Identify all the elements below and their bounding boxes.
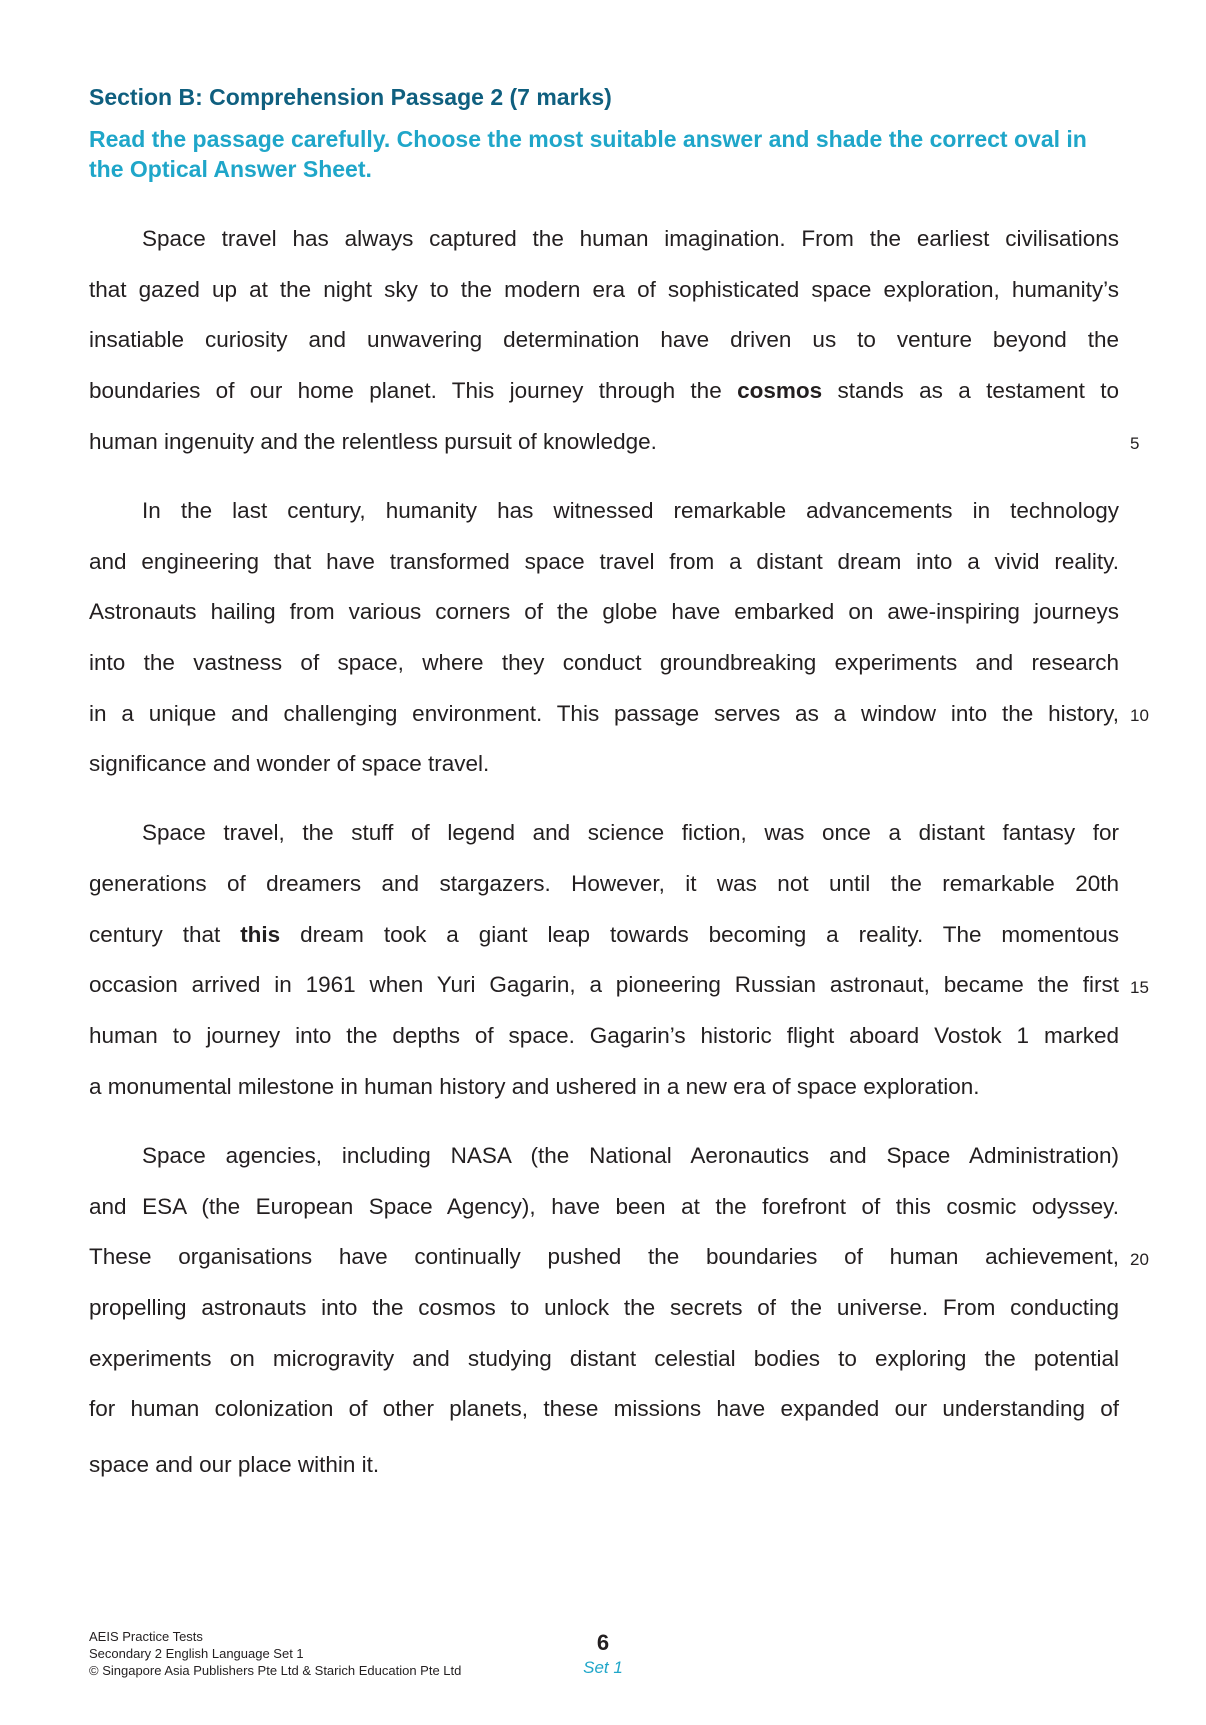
passage-line: experiments on microgravity and studying distant celestial bodies to exploring the potential xyxy=(89,1346,1119,1371)
passage-text: boundaries of our home planet. This journey through the xyxy=(89,378,722,403)
passage-text: dream took a giant leap towards becoming a reality. The momentous xyxy=(300,922,1119,947)
passage-line: Space agencies, including NASA (the National Aeronautics and Space Administration) xyxy=(142,1143,1119,1168)
passage-line: generations of dreamers and stargazers. However, it was not until the remarkable 20th xyxy=(89,871,1119,896)
passage-line: that gazed up at the night sky to the modern era of sophisticated space exploration, humanity’s xyxy=(89,277,1119,302)
bold-word-this: this xyxy=(240,922,281,947)
passage-line: and ESA (the European Space Agency), have been at the forefront of this cosmic odyssey. xyxy=(89,1194,1119,1219)
footer-book-title: Secondary 2 English Language Set 1 xyxy=(89,1646,304,1661)
passage-line: propelling astronauts into the cosmos to unlock the secrets of the universe. From conducting xyxy=(89,1295,1119,1320)
passage-line: Space travel, the stuff of legend and science fiction, was once a distant fantasy for xyxy=(142,820,1119,845)
passage-text: century that xyxy=(89,922,221,947)
passage-line: space and our place within it. xyxy=(89,1452,380,1477)
passage-line: human ingenuity and the relentless pursuit of knowledge. xyxy=(89,429,657,454)
footer-copyright: © Singapore Asia Publishers Pte Ltd & Starich Education Pte Ltd xyxy=(89,1663,462,1678)
passage-line: In the last century, humanity has witnessed remarkable advancements in technology xyxy=(142,498,1119,523)
passage-line xyxy=(89,377,1119,405)
passage-line xyxy=(89,921,1119,949)
passage-line: into the vastness of space, where they conduct groundbreaking experiments and research xyxy=(89,650,1119,675)
passage-line: human to journey into the depths of space. Gagarin’s historic flight aboard Vostok 1 marked xyxy=(89,1023,1119,1048)
footer-series: AEIS Practice Tests xyxy=(89,1629,203,1644)
passage-line: a monumental milestone in human history and ushered in a new era of space exploration. xyxy=(89,1074,980,1099)
set-label: Set 1 xyxy=(583,1658,623,1677)
section-title: Section B: Comprehension Passage 2 (7 marks) xyxy=(89,84,612,110)
line-number-5: 5 xyxy=(1130,434,1140,453)
passage-line: and engineering that have transformed space travel from a distant dream into a vivid reality. xyxy=(89,549,1119,574)
passage-line: Astronauts hailing from various corners of the globe have embarked on awe-inspiring journeys xyxy=(89,599,1119,624)
passage-text: stands as a testament to xyxy=(837,378,1120,403)
line-number-15: 15 xyxy=(1130,978,1149,997)
instructions: Read the passage carefully. Choose the most suitable answer and shade the correct oval in the Optical Answer Sheet. xyxy=(89,126,1087,182)
line-number-10: 10 xyxy=(1130,706,1149,725)
passage-line: insatiable curiosity and unwavering determination have driven us to venture beyond the xyxy=(89,327,1119,352)
page-number: 6 xyxy=(596,1630,610,1655)
passage-line: Space travel has always captured the human imagination. From the earliest civilisations xyxy=(142,226,1119,251)
footer-publisher-info xyxy=(89,1628,461,1679)
passage-line: in a unique and challenging environment. This passage serves as a window into the history, xyxy=(89,701,1119,726)
passage-line: significance and wonder of space travel. xyxy=(89,751,490,776)
bold-word-cosmos: cosmos xyxy=(737,378,823,403)
line-number-20: 20 xyxy=(1130,1250,1149,1269)
passage-line: occasion arrived in 1961 when Yuri Gagarin, a pioneering Russian astronaut, became the first xyxy=(89,972,1119,997)
passage-line: for human colonization of other planets, these missions have expanded our understanding of xyxy=(89,1396,1119,1421)
passage-line: These organisations have continually pushed the boundaries of human achievement, xyxy=(89,1244,1119,1269)
